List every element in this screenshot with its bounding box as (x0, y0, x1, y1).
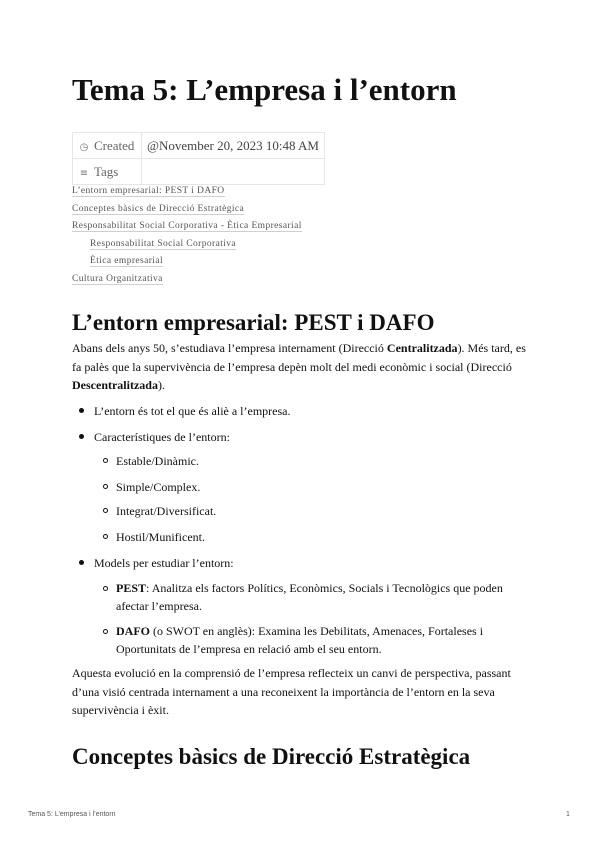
table-of-contents (72, 184, 302, 289)
properties-table (72, 132, 325, 185)
term-centralitzada: Centralitzada (386, 341, 458, 355)
property-label-tags (73, 159, 142, 185)
term-dafo: DAFO (116, 624, 150, 638)
bullet-entorn: L’entorn és tot el que és aliè a l’empresa. (94, 404, 291, 418)
term-pest: PEST (116, 581, 147, 595)
list-item: Integrat/Diversificat. (116, 504, 217, 518)
toc-link-entorn[interactable]: L’entorn empresarial: PEST i DAFO (72, 186, 225, 196)
page-number: 1 (566, 811, 570, 818)
section-heading-conceptes: Conceptes bàsics de Direcció Estratègica (72, 744, 471, 769)
created-label: Created (94, 137, 135, 153)
bullet-models: Models per estudiar l’entorn: (94, 556, 234, 570)
property-row-tags (73, 159, 325, 185)
toc-link-rsc-etica[interactable]: Responsabilitat Social Corporativa - Ètica Empresarial (72, 221, 302, 231)
created-value: @November 20, 2023 10:48 AM (142, 133, 325, 159)
term-descentralitzada: Descentralitzada (72, 378, 158, 392)
sub-bullet-ring (103, 508, 108, 513)
intro-paragraph: Abans dels anys 50, s’estudiava l’empresa internament (Direcció Centralitzada). Més tard, es fa palès que la supervivència de l’empresa depèn molt del medi econòmic i social (Direcció Descentralitzada). (72, 341, 526, 392)
sub-bullet-ring (103, 586, 108, 591)
property-label-created (73, 133, 142, 159)
bullet-dot (79, 560, 84, 565)
list-item: Hostil/Munificent. (116, 530, 205, 544)
sub-bullet-ring (103, 629, 108, 634)
list-item: Simple/Complex. (116, 480, 201, 494)
closing-paragraph: Aquesta evolució en la comprensió de l’empresa reflecteix un canvi de perspectiva, passant d’una visió centrada internament a una reconeixent la importància de l’entorn en la seva supervivència i èxit. (72, 666, 511, 717)
list-item: Estable/Dinàmic. (116, 454, 199, 468)
toc-link-rsc[interactable]: Responsabilitat Social Corporativa (90, 238, 237, 249)
list-item-dafo: DAFO (o SWOT en anglès): Examina les Debilitats, Amenaces, Fortaleses i Oportunitats de l’empresa en relació amb el seu entorn. (116, 624, 484, 656)
clock-icon: ◷ (79, 141, 89, 153)
toc-link-conceptes[interactable]: Conceptes bàsics de Direcció Estratègica (72, 203, 245, 214)
sub-bullet-ring (103, 484, 108, 489)
sub-bullet-ring (103, 534, 108, 539)
toc-link-etica[interactable]: Ètica empresarial (90, 256, 163, 266)
page-title: Tema 5: L’empresa i l’entorn (72, 72, 457, 107)
tags-value (142, 159, 325, 185)
toc-link-cultura[interactable]: Cultura Organitzativa (72, 273, 163, 284)
bullet-dot (79, 408, 84, 413)
bullet-caracteristiques: Característiques de l’entorn: (94, 430, 230, 444)
list-item-pest: PEST: Analitza els factors Polítics, Econòmics, Socials i Tecnològics que poden afectar l’empresa. (116, 581, 503, 613)
bullet-dot (79, 434, 84, 439)
tags-label: Tags (94, 163, 119, 179)
property-row-created (73, 133, 325, 159)
footer-title: Tema 5: L’empresa i l’entorn (28, 811, 116, 818)
list-icon: ≡ (79, 167, 89, 179)
sub-bullet-ring (103, 458, 108, 463)
section-heading-entorn: L’entorn empresarial: PEST i DAFO (72, 310, 435, 335)
